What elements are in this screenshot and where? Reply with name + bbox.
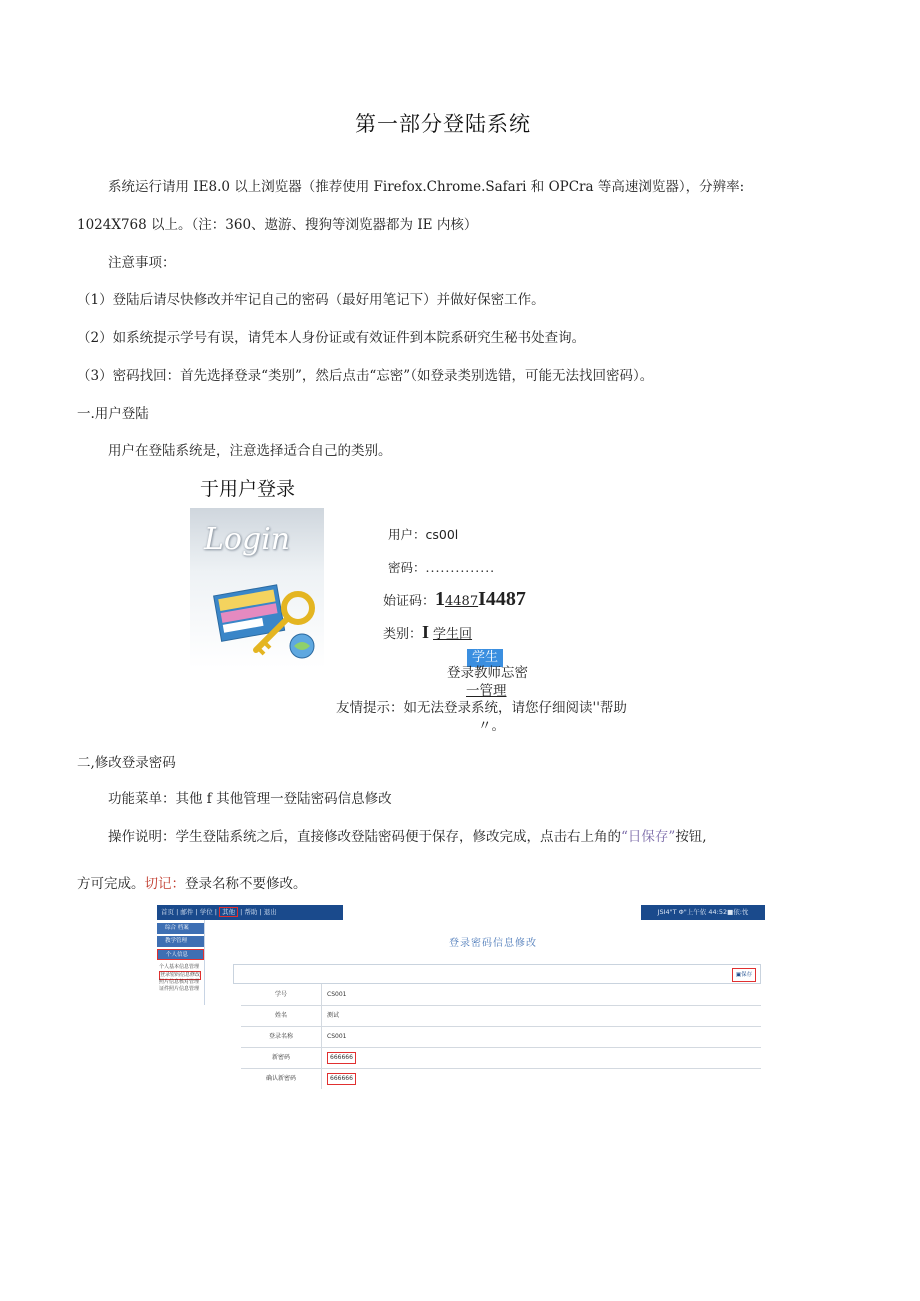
sidebar [157,920,205,1005]
confirm-password-field[interactable]: 666666 [327,1073,356,1085]
type-marker: I [422,622,430,642]
student-id-value: CS001 [327,991,347,998]
password-label: 密码： [388,560,426,575]
intro-line-1: 系统运行请用 IE8.0 以上浏览器（推荐使用 Firefox.Chrome.Safari 和 OPCra 等高速浏览器），分辨率: [108,179,745,195]
captcha-input-value: 4487 [445,594,479,609]
login-type-row [383,622,472,643]
form-toolbar [233,964,761,984]
key-card-icon [190,508,324,668]
login-manage-line: 一管理 [466,683,507,699]
note-item: （3）密码找回：首先选择登录“类别”，然后点击“忘密”（如登录类别选错，可能无法找回密码）。 [77,368,654,384]
section-menu-path: 功能菜单：其他 f 其他管理一登陆密码信息修改 [108,791,392,807]
section-instructions [108,828,707,846]
login-wordmark: Login [204,522,291,557]
new-password-field[interactable]: 666666 [327,1052,356,1064]
user-label: 用户： [388,527,426,542]
top-nav-bar [157,905,343,920]
row-label: 姓名 [241,1005,322,1026]
nav-help-exit[interactable]: | 帮助 | 退出 [240,908,277,916]
sidebar-link-password[interactable]: 登录密码信息修改 [160,972,201,978]
notes-heading: 注意事项： [108,255,176,271]
section-heading-login: 一.用户登陆 [77,406,149,422]
captcha-prefix: 1 [435,588,446,610]
login-tip-end: 〃。 [478,718,505,734]
form-title: 登录密码信息修改 [449,938,537,949]
table-row [241,1005,761,1027]
note-item: （1）登陆后请尽快修改并牢记自己的密码（最好用笔记下）并做好保密工作。 [77,292,545,308]
login-illustration [190,508,324,668]
password-value: .............. [425,560,496,575]
section-heading-password: 二,修改登录密码 [77,755,176,771]
type-select-value: 学生回 [433,627,473,642]
row-label: 新密码 [241,1047,322,1068]
instructions-save-quote: “日保存” [621,829,676,845]
nav-mail[interactable]: 邮件 [180,908,194,916]
login-user-row [388,526,458,544]
save-button[interactable] [732,968,756,982]
table-row [241,984,761,1006]
completion-warning: 切记： [144,876,185,892]
nav-divider: | [176,908,179,916]
sidebar-item-archive[interactable]: 综合 档案 [157,923,204,934]
login-tip: 友情提示：如无法登录系统，请您仔细阅读''帮助 [336,700,627,716]
captcha-label: 始证码： [383,594,436,609]
note-item: （2）如系统提示学号有误，请凭本人身份证或有效证件到本院系研究生秘书处查询。 [77,330,586,346]
row-label: 登录名称 [241,1026,322,1047]
section-desc-login: 用户在登陆系统是，注意选择适合自己的类别。 [108,443,392,459]
login-captcha-row [383,588,526,611]
completion-prefix: 方可完成。 [77,876,145,892]
password-form-panel [221,920,765,1082]
table-row [241,1026,761,1048]
intro-line-2: 1024X768 以上。（注：360、遨游、搜狗等浏览器都为 IE 内核） [77,217,478,233]
save-label: 保存 [741,972,753,978]
completion-suffix: 登录名称不要修改。 [185,876,307,892]
type-option-highlight: 学生 [467,649,503,667]
password-change-screenshot [157,905,765,1082]
nav-other[interactable]: 其他 [219,907,238,917]
captcha-image-text: I4487 [478,588,526,610]
name-value: 测试 [327,1012,340,1019]
table-row [241,1047,761,1069]
login-name-field[interactable]: CS001 [327,1033,347,1040]
status-bar: JSI4"T Φ"上午依 44:52■依:忱 [641,905,765,920]
login-figure-title: 于用户登录 [200,478,296,500]
login-forgot-line: 登录教师忘密 [447,665,528,681]
user-value: cs00l [425,527,459,542]
table-row [241,1068,761,1089]
sidebar-link[interactable]: 照片信息核对管理 [159,979,200,985]
sidebar-item-teaching[interactable]: 教学管理 [157,936,204,947]
nav-degree[interactable]: 学位 [199,908,213,916]
instructions-suffix: 按钮, [675,829,707,845]
sidebar-link[interactable]: 个人基本信息管理 [159,964,200,970]
type-label: 类别： [383,627,423,642]
nav-divider: | [214,908,217,916]
sidebar-item-personal[interactable]: 个人信息 [157,949,204,960]
save-icon: ▣ [735,972,742,978]
row-label: 学号 [241,984,322,1005]
page-title: 第一部分登陆系统 [355,112,531,136]
nav-divider: | [195,908,198,916]
nav-home[interactable]: 首页 [161,908,174,916]
section-completion [77,875,307,893]
instructions-prefix: 操作说明：学生登陆系统之后，直接修改登陆密码便于保存，修改完成，点击右上角的 [108,829,621,845]
sidebar-link[interactable]: 证件照片信息管理 [159,986,200,992]
login-password-row [388,559,495,577]
row-label: 确认新密码 [241,1068,322,1089]
